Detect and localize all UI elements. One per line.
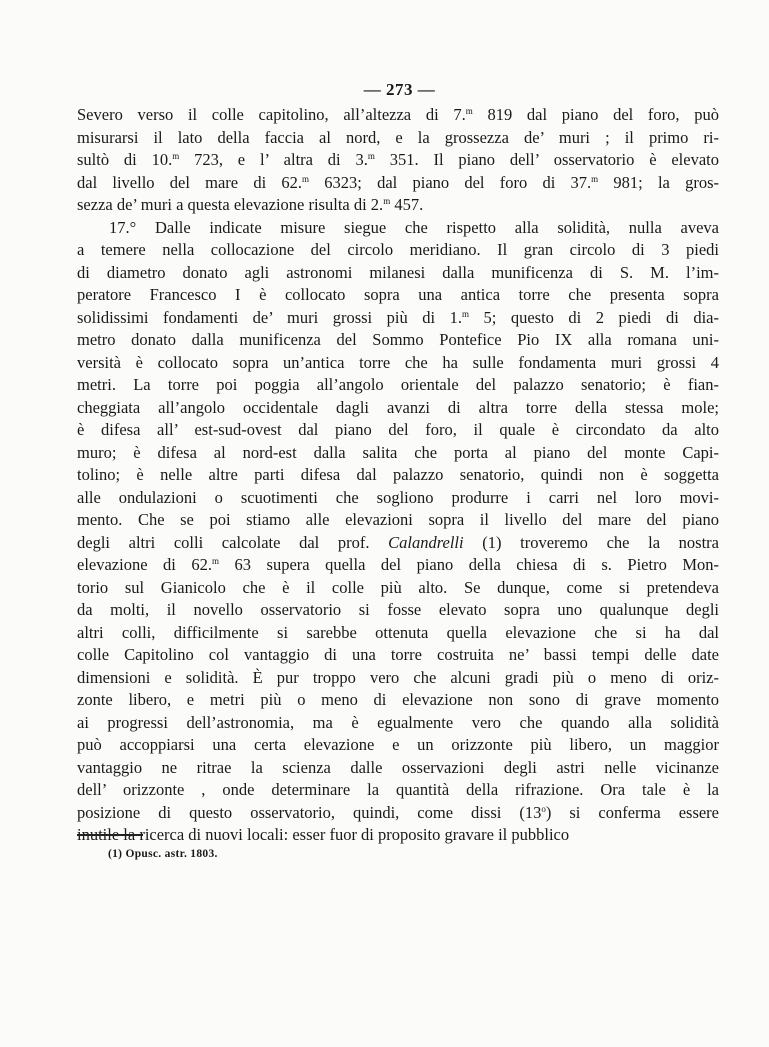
text-line xyxy=(77,239,719,262)
text-span: dimensioni e solidità. È pur troppo vero che alcuni gradi più o meno di oriz- xyxy=(77,667,719,687)
superscript: m xyxy=(212,556,220,566)
text-line xyxy=(77,352,719,375)
text-line xyxy=(77,554,719,577)
text-line xyxy=(77,442,719,465)
text-line xyxy=(77,802,719,825)
text-span: metri. La torre poi poggia all’angolo orientale del palazzo senatorio; è fian- xyxy=(77,375,719,394)
text-line xyxy=(77,217,719,240)
text-line xyxy=(77,532,719,555)
text-span: 5; questo di 2 piedi di dia- xyxy=(468,307,719,327)
page-number: — 273 — xyxy=(363,80,436,99)
text-span: solidissimi fondamenti de’ muri grossi più di 1. xyxy=(77,307,462,327)
text-span: metro donato dalla munificenza del Sommo Pontefice Pio IX alla romana uni- xyxy=(77,330,719,349)
text-line xyxy=(77,104,719,127)
text-span: sezza de’ muri a questa elevazione risulta di 2. xyxy=(77,195,384,214)
footnote: (1) Opusc. astr. 1803. xyxy=(108,848,218,860)
text-span: alle ondulazioni o scuotimenti che sogliono produrre i carri nel loro movi- xyxy=(77,487,719,507)
text-line xyxy=(77,734,719,757)
text-line xyxy=(77,487,719,510)
text-line xyxy=(77,509,719,532)
superscript: m xyxy=(172,151,180,161)
superscript: m xyxy=(367,151,375,161)
text-line xyxy=(77,149,719,172)
text-span: è difesa all’ est-sud-ovest dal piano del foro, il quale è circondato da alto xyxy=(77,420,719,439)
superscript: m xyxy=(465,106,473,116)
text-line xyxy=(77,464,719,487)
text-span: (1) troveremo che la nostra xyxy=(463,532,719,552)
text-span: sultò di 10. xyxy=(77,150,173,169)
text-span: può accoppiarsi una certa elevazione e un orizzonte più libero, un maggior xyxy=(77,735,719,754)
text-span: Severo verso il colle capitolino, all’altezza di 7. xyxy=(77,105,466,124)
text-span: tolino; è nelle altre parti difesa dal palazzo senatorio, quindi non è soggetta xyxy=(77,465,719,484)
text-span: elevazione di 62. xyxy=(77,555,212,574)
text-line xyxy=(77,712,719,735)
text-line xyxy=(77,599,719,622)
text-line xyxy=(77,757,719,780)
body-text xyxy=(77,104,719,847)
text-span: 6323; dal piano del foro di 37. xyxy=(309,172,592,192)
footnote-divider xyxy=(77,834,143,836)
text-line xyxy=(77,262,719,285)
text-span: cheggiata all’angolo occidentale dagli avanzi di altra torre della stessa mole; xyxy=(77,397,719,417)
text-span: inutile la ricerca di nuovi locali: esser fuor di proposito gravare il pubblico xyxy=(77,825,570,844)
text-span: ) si conferma essere xyxy=(545,802,720,822)
text-span: misurarsi il lato della faccia al nord, e la grossezza de’ muri ; il primo ri- xyxy=(77,127,719,147)
text-line xyxy=(77,397,719,420)
text-span: 981; la gros- xyxy=(598,172,719,192)
text-span: 351. Il piano dell’ osservatorio è elevato xyxy=(374,150,720,169)
text-span: vantaggio ne ritrae la scienza dalle osservazioni degli astri nelle vicinanze xyxy=(77,757,719,777)
text-line xyxy=(77,689,719,712)
text-span: posizione di questo osservatorio, quindi, come dissi (13 xyxy=(77,802,542,822)
superscript: m xyxy=(302,173,310,184)
text-line xyxy=(77,307,719,330)
text-line xyxy=(77,577,719,600)
text-line xyxy=(77,419,719,442)
text-span: da molti, il novello osservatorio si fosse elevato sopra uno qualunque degli xyxy=(77,600,719,619)
text-line xyxy=(77,622,719,645)
text-line xyxy=(77,329,719,352)
text-span: torio sul Gianicolo che è il colle più alto. Se dunque, come si pretendeva xyxy=(77,577,719,597)
text-line xyxy=(77,667,719,690)
text-span: mento. Che se poi stiamo alle elevazioni sopra il livello del mare del piano xyxy=(77,510,719,529)
text-line xyxy=(77,644,719,667)
text-span: dal livello del mare di 62. xyxy=(77,172,303,192)
text-line xyxy=(77,194,719,217)
text-span: 723, e l’ altra di 3. xyxy=(179,150,368,169)
text-span: a temere nella collocazione del circolo meridiano. Il gran circolo di 3 piedi xyxy=(77,240,719,259)
text-span: ai progressi dell’astronomia, ma è egualmente vero che quando alla solidità xyxy=(77,712,719,732)
text-span: muro; è difesa al nord-est dalla salita che porta al piano del monte Capi- xyxy=(77,442,719,462)
text-line xyxy=(77,127,719,150)
superscript: o xyxy=(541,803,546,814)
superscript: m xyxy=(591,173,599,184)
text-span: colle Capitolino col vantaggio di una torre costruita ne’ bassi tempi delle date xyxy=(77,645,719,664)
superscript: m xyxy=(383,196,391,206)
text-line xyxy=(77,824,719,847)
text-line xyxy=(77,779,719,802)
text-span: zonte libero, e metri più o meno di elevazione non sono di grave momento xyxy=(77,690,719,709)
text-span: versità è collocato sopra un’antica torre che ha sulle fondamenta muri grossi 4 xyxy=(77,352,719,372)
superscript: m xyxy=(461,308,469,319)
text-span: 457. xyxy=(390,195,424,214)
text-span: degli altri colli calcolate dal prof. xyxy=(77,532,389,552)
text-span: peratore Francesco I è collocato sopra una antica torre che presenta sopra xyxy=(77,285,719,304)
text-span: 819 dal piano del foro, può xyxy=(472,105,719,124)
italic-name: Calandrelli xyxy=(388,532,464,552)
text-span: di diametro donato agli astronomi milanesi dalla munificenza di S. M. l’im- xyxy=(77,262,719,282)
text-line xyxy=(77,284,719,307)
text-span: 63 supera quella del piano della chiesa di s. Pietro Mon- xyxy=(219,555,719,574)
text-line xyxy=(77,374,719,397)
text-span: 17.° Dalle indicate misure siegue che rispetto alla solidità, nulla aveva xyxy=(109,217,719,237)
text-span: dell’ orizzonte , onde determinare la quantità della rifrazione. Ora tale è la xyxy=(77,780,719,799)
text-line xyxy=(77,172,719,195)
text-span: altri colli, difficilmente si sarebbe ottenuta quella elevazione che si ha dal xyxy=(77,622,719,642)
